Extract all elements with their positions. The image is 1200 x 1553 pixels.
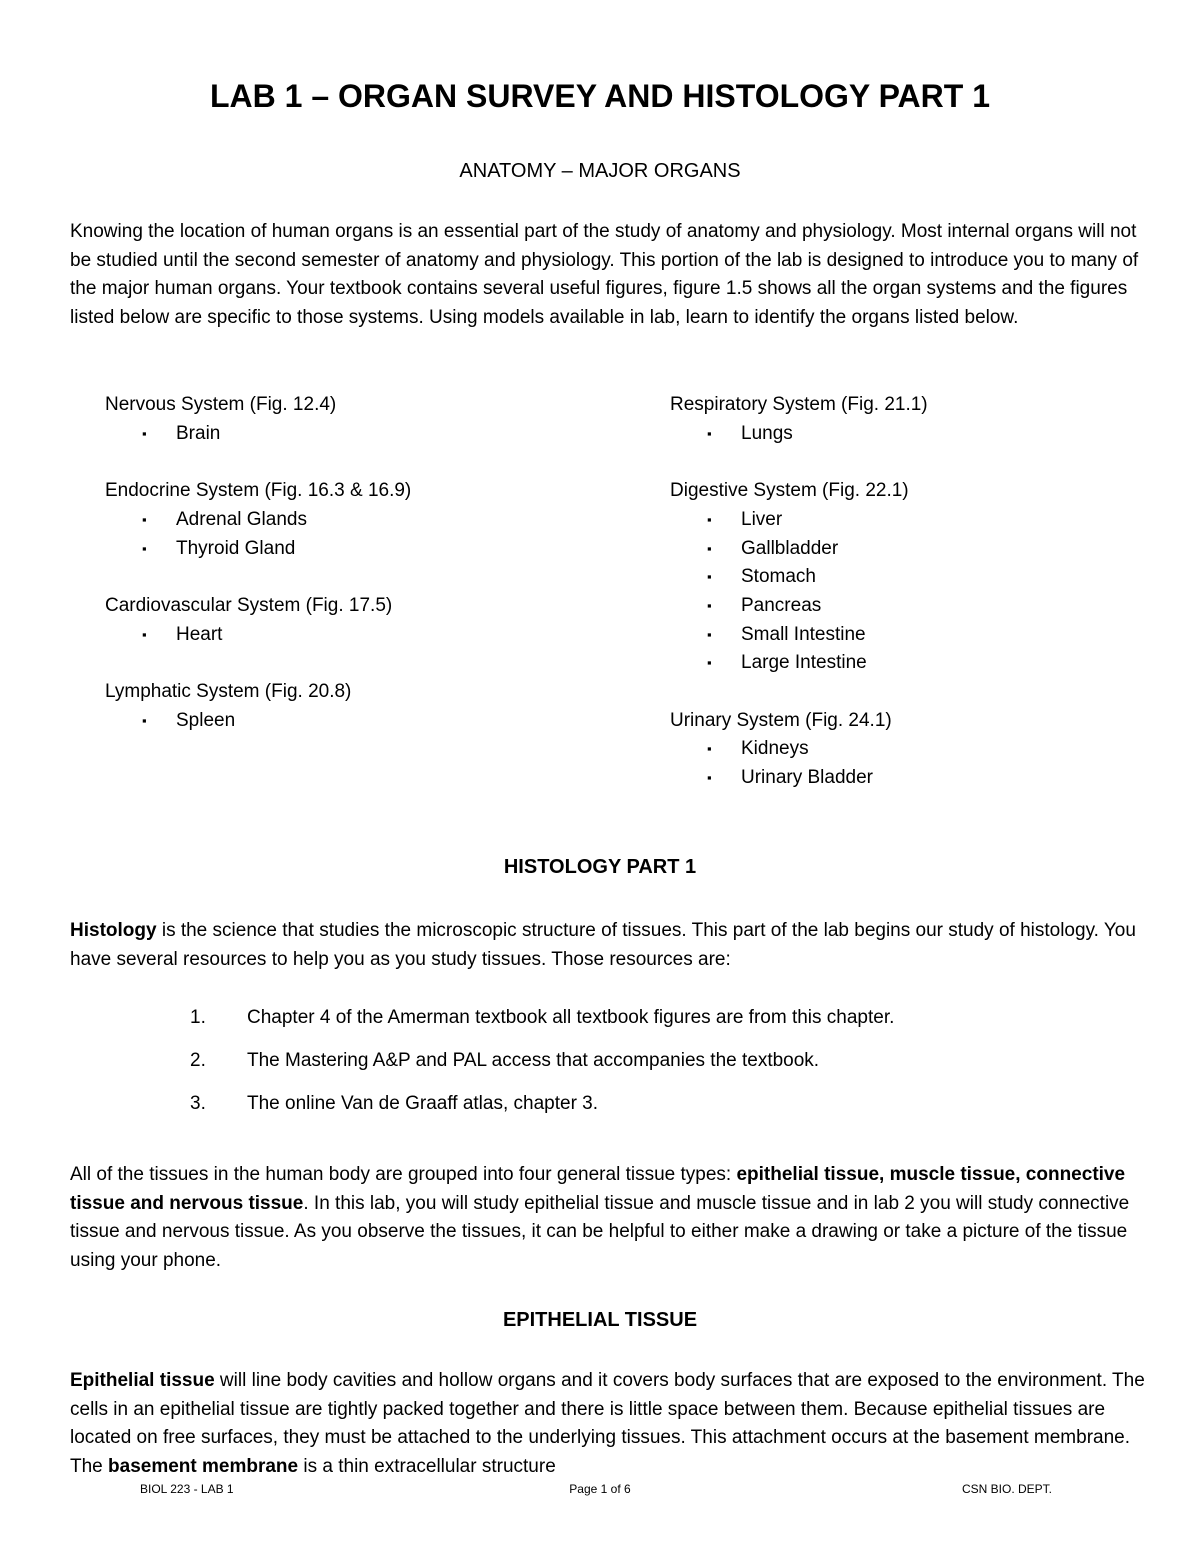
- organ-name: Gallbladder: [741, 537, 839, 559]
- anatomy-heading: ANATOMY – MAJOR ORGANS: [459, 160, 741, 182]
- organ-system-group: [670, 391, 1150, 448]
- bullet-icon: ▪: [142, 540, 147, 556]
- page-title: LAB 1 – ORGAN SURVEY AND HISTOLOGY PART 1: [210, 78, 990, 114]
- organ-system-label: Urinary System (Fig. 24.1): [670, 709, 892, 731]
- organ-list-item: [105, 506, 625, 535]
- organ-name: Heart: [176, 623, 223, 645]
- organ-system-group: [105, 391, 625, 448]
- bullet-icon: ▪: [142, 425, 147, 441]
- bullet-icon: ▪: [707, 626, 712, 642]
- bullet-icon: ▪: [707, 597, 712, 613]
- epithelial-text-1: will line body cavities and hollow organs and it covers body surfaces that are exposed to the environment. The cells in an epithelial tissue are tightly packed together and there is little space between them. Because epithelial tissues are located on free surfaces, they must be attached to the underlying tissues. This attachment occurs at the basement membrane. The: [70, 1370, 1145, 1478]
- organ-list-item: [670, 592, 1150, 621]
- organ-name: Thyroid Gland: [176, 537, 296, 559]
- organ-name: Adrenal Glands: [176, 508, 307, 530]
- organ-system-group: [105, 477, 625, 563]
- organ-name: Stomach: [741, 566, 816, 588]
- organ-list: [105, 621, 625, 650]
- histology-term: Histology: [70, 920, 157, 941]
- list-item-number: 3.: [190, 1093, 206, 1114]
- tissue-types-text-post: . In this lab, you will study epithelial tissue and muscle tissue and in lab 2 you will study connective tissue and nervous tissue. As you observe the tissues, it can be helpful to either make a drawing or take a picture of the tissue using your phone.: [70, 1192, 1130, 1272]
- bullet-icon: ▪: [142, 712, 147, 728]
- list-item-text: The online Van de Graaff atlas, chapter 3.: [247, 1093, 599, 1114]
- anatomy-intro-paragraph: Knowing the location of human organs is an essential part of the study of anatomy and physiology. Most internal organs will not be studied until the second semester of anatomy and physiology. This portion of the lab is designed to introduce you to many of the major human organs. Your textbook contains several useful figures, figure 1.5 shows all the organ systems and the figures listed below are specific to those systems. Using models available in lab, learn to identify the organs listed below.: [70, 221, 1139, 329]
- organ-system-label: Nervous System (Fig. 12.4): [105, 394, 337, 415]
- bullet-icon: ▪: [707, 569, 712, 585]
- organ-list-item: [670, 563, 1150, 592]
- organ-list-item: [670, 764, 1150, 793]
- organ-system-label: Cardiovascular System (Fig. 17.5): [105, 594, 393, 616]
- organ-list: [105, 420, 625, 449]
- organ-name: Lungs: [741, 422, 793, 444]
- organ-list-item: [670, 735, 1150, 764]
- organ-name: Pancreas: [741, 594, 822, 616]
- organ-list-item: [670, 420, 1150, 449]
- organ-system-label: Respiratory System (Fig. 21.1): [670, 394, 928, 415]
- organ-system-group: [105, 678, 625, 735]
- organ-system-label: Lymphatic System (Fig. 20.8): [105, 680, 352, 702]
- bullet-icon: ▪: [707, 741, 712, 757]
- organ-list-item: [670, 506, 1150, 535]
- organ-list: [105, 707, 625, 736]
- epithelial-term: Epithelial tissue: [70, 1370, 215, 1391]
- organ-list: [670, 735, 1150, 792]
- bullet-icon: ▪: [707, 511, 712, 527]
- organ-list-item: [105, 535, 625, 564]
- histology-intro-paragraph: [70, 917, 1145, 974]
- list-item-text: Chapter 4 of the Amerman textbook all textbook figures are from this chapter.: [247, 1007, 895, 1028]
- histology-intro-text: is the science that studies the microscopic structure of tissues. This part of the lab begins our study of histology. You have several resources to help you as you study tissues. Those resources are:: [70, 920, 1136, 970]
- organ-list-item: [105, 621, 625, 650]
- organ-system-label: Digestive System (Fig. 22.1): [670, 480, 909, 502]
- organ-system-group: [670, 477, 1150, 678]
- organ-list: [670, 420, 1150, 449]
- list-item-number: 1.: [190, 1007, 206, 1028]
- organ-list: [670, 506, 1150, 678]
- bullet-icon: ▪: [707, 540, 712, 556]
- footer-right: CSN BIO. DEPT.: [962, 1482, 1053, 1496]
- organ-list-item: [670, 535, 1150, 564]
- bullet-icon: ▪: [707, 770, 712, 786]
- organ-name: Brain: [176, 422, 221, 444]
- organ-name: Small Intestine: [741, 623, 866, 645]
- epithelial-paragraph: [70, 1367, 1145, 1482]
- organ-name: Kidneys: [741, 738, 809, 760]
- list-item-text: The Mastering A&P and PAL access that accompanies the textbook.: [247, 1050, 820, 1071]
- bullet-icon: ▪: [707, 425, 712, 441]
- footer-left: BIOL 223 - LAB 1: [140, 1482, 234, 1496]
- footer-page-number: Page 1 of 6: [569, 1482, 631, 1496]
- organ-name: Liver: [741, 508, 783, 530]
- organ-systems-right-column: [670, 391, 1150, 822]
- organ-system-group: [105, 592, 625, 649]
- tissue-types-text-pre: All of the tissues in the human body are grouped into four general tissue types:: [70, 1164, 737, 1185]
- organ-list-item: [105, 420, 625, 449]
- basement-membrane-term: basement membrane: [108, 1456, 299, 1478]
- organ-name: Spleen: [176, 709, 236, 731]
- bullet-icon: ▪: [142, 626, 147, 642]
- organ-name: Large Intestine: [741, 652, 867, 674]
- organ-system-label: Endocrine System (Fig. 16.3 & 16.9): [105, 480, 412, 502]
- organ-systems-left-column: [105, 391, 625, 764]
- histology-heading: HISTOLOGY PART 1: [503, 856, 697, 878]
- epithelial-text-2: is a thin extracellular structure: [298, 1456, 556, 1478]
- organ-list: [105, 506, 625, 563]
- organ-name: Urinary Bladder: [741, 767, 873, 789]
- tissue-types-bold: epithelial tissue, muscle tissue, connective tissue and nervous tissue: [70, 1164, 1126, 1214]
- bullet-icon: ▪: [142, 511, 147, 527]
- organ-list-item: [670, 649, 1150, 678]
- organ-system-group: [670, 707, 1150, 793]
- epithelial-heading: EPITHELIAL TISSUE: [502, 1309, 698, 1331]
- bullet-icon: ▪: [707, 655, 712, 671]
- organ-list-item: [670, 621, 1150, 650]
- tissue-types-paragraph: [70, 1161, 1145, 1276]
- list-item-number: 2.: [190, 1050, 206, 1071]
- organ-list-item: [105, 707, 625, 736]
